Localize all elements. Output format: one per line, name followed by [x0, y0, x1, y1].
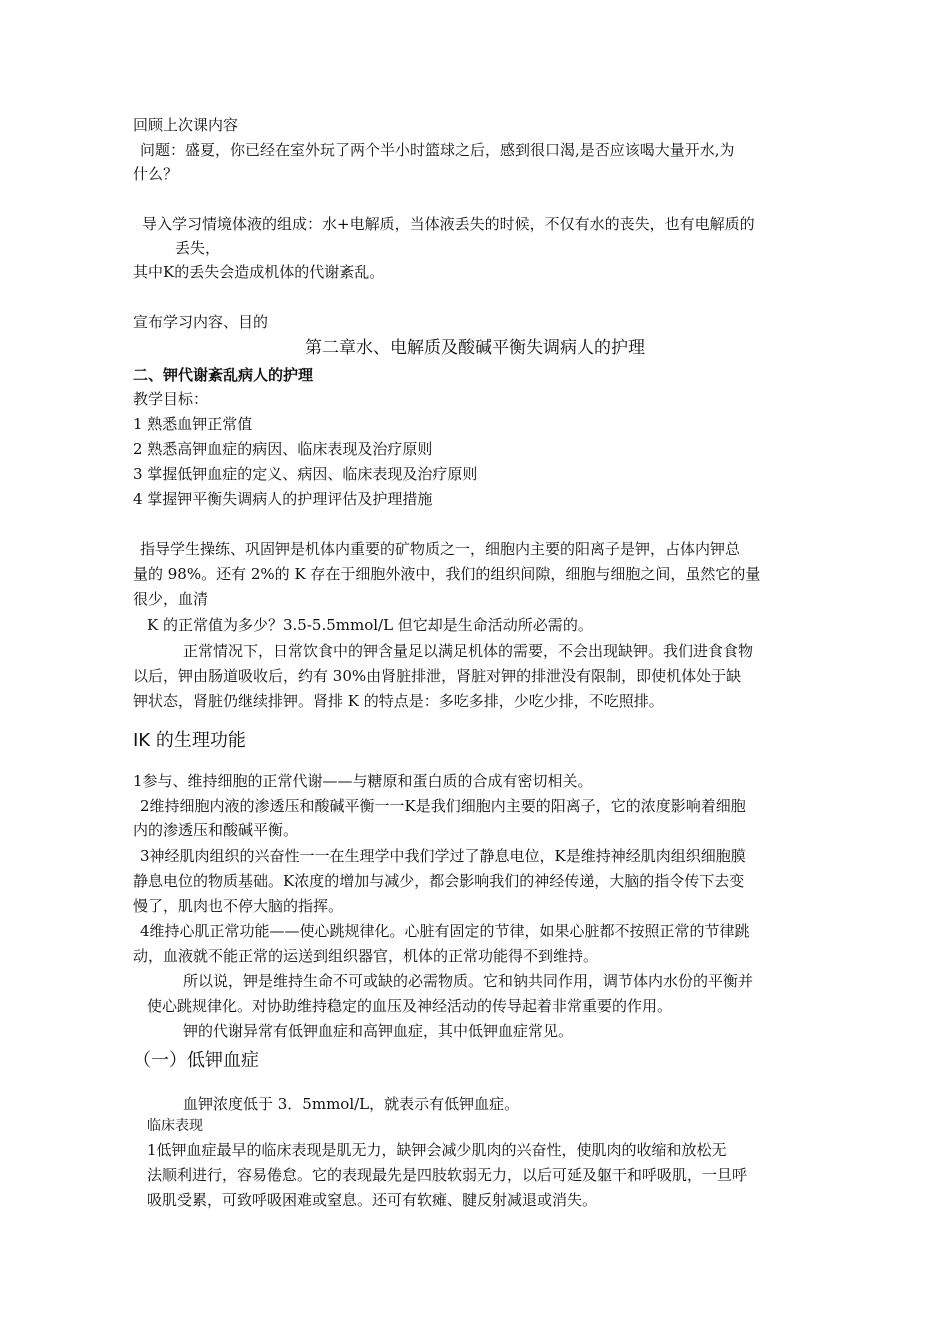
- objectives-label: 教学目标：: [133, 390, 209, 408]
- function-item-3-line-3: 慢了，肌肉也不停大脑的指挥。: [133, 897, 344, 915]
- function-item-2-line-2: 内的渗透压和酸碱平衡。: [133, 821, 299, 839]
- normal-line-1: 正常情况下，日常饮食中的钾含量足以满足机体的需要，不会出现缺钾。我们进食食物: [183, 642, 754, 660]
- hypokalemia-definition: 血钾浓度低于 3．5mmol/L，就表示有低钾血症。: [183, 1095, 520, 1113]
- intro-line-3: 其中K的丢失会造成机体的代谢紊乱。: [133, 263, 385, 281]
- function-heading: IK 的生理功能: [133, 730, 246, 751]
- review-heading: 回顾上次课内容: [133, 116, 239, 134]
- section-title: 二、钾代谢紊乱病人的护理: [133, 366, 314, 384]
- question-line-1: 问题：盛夏，你已经在室外玩了两个半小时篮球之后，感到很口渴,是否应该喝大量开水,为: [140, 141, 735, 159]
- guide-line-2: 量的 98%。还有 2%的 K 存在于细胞外液中，我们的组织间隙，细胞与细胞之间，虽然它的量: [133, 565, 761, 583]
- clinical-line-3: 吸肌受累，可致呼吸困难或窒息。还可有软瘫、腱反射减退或消失。: [147, 1191, 598, 1209]
- summary-line-1: 所以说，钾是维持生命不可或缺的必需物质。它和钠共同作用，调节体内水份的平衡并: [183, 972, 754, 990]
- function-item-4-line-1: 4维持心肌正常功能——使心跳规律化。心脏有固定的节律，如果心脏都不按照正常的节律跳: [140, 922, 750, 940]
- normal-line-3: 钾状态，肾脏仍继续排钾。肾排 K 的特点是：多吃多排，少吃少排，不吃照排。: [133, 692, 664, 710]
- summary-line-2: 使心跳规律化。对协助维持稳定的血压及神经活动的传导起着非常重要的作用。: [147, 997, 673, 1015]
- function-item-3-line-1: 3神经肌肉组织的兴奋性一一在生理学中我们学过了静息电位，K是维持神经肌肉组织细胞膜: [140, 847, 746, 865]
- function-item-3-line-2: 静息电位的物质基础。K浓度的增加与减少，都会影响我们的神经传递，大脑的指令传下去变: [133, 872, 745, 890]
- hypokalemia-heading: （一）低钾血症: [133, 1050, 259, 1071]
- function-item-4-line-2: 动，血液就不能正常的运送到组织器官，机体的正常功能得不到维持。: [133, 947, 599, 965]
- chapter-title: 第二章水、电解质及酸碱平衡失调病人的护理: [305, 338, 645, 358]
- normal-line-2: 以后，钾由肠道吸收后，约有 30%由肾脏排泄，肾脏对钾的排泄没有限制，即使机体处于缺: [133, 667, 742, 685]
- guide-line-3: 很少，血清: [133, 590, 209, 608]
- clinical-line-2: 法顺利进行，容易倦怠。它的表现最先是四肢软弱无力，以后可延及躯干和呼吸肌，一旦呼: [147, 1166, 748, 1184]
- abnormal-line: 钾的代谢异常有低钾血症和高钾血症，其中低钾血症常见。: [183, 1022, 574, 1040]
- question-line-2: 什么？: [133, 165, 179, 183]
- list-item: 3 掌握低钾血症的定义、病因、临床表现及治疗原则: [133, 465, 478, 483]
- clinical-line-1: 1低钾血症最早的临床表现是肌无力，缺钾会减少肌肉的兴奋性，使肌肉的收缩和放松无: [147, 1141, 727, 1159]
- list-item: 4 掌握钾平衡失调病人的护理评估及护理措施: [133, 490, 433, 508]
- list-item: 1 熟悉血钾正常值: [133, 415, 253, 433]
- intro-line-2: 丢失，: [175, 239, 221, 257]
- function-item-1: 1参与、维持细胞的正常代谢——与糖原和蛋白质的合成有密切相关。: [133, 772, 593, 790]
- clinical-label: 临床表现: [147, 1118, 203, 1134]
- guide-line-1: 指导学生操练、巩固钾是机体内重要的矿物质之一，细胞内主要的阳离子是钾，占体内钾总: [140, 540, 741, 558]
- list-item: 2 熟悉高钾血症的病因、临床表现及治疗原则: [133, 440, 433, 458]
- announce-line: 宣布学习内容、目的: [133, 313, 269, 331]
- guide-line-4: K 的正常值为多少？3.5-5.5mmol/L 但它却是生命活动所必需的。: [147, 616, 593, 634]
- intro-line-1: 导入学习情境体液的组成：水+电解质，当体液丢失的时候，不仅有水的丧失，也有电解质的: [142, 215, 755, 233]
- function-item-2-line-1: 2维持细胞内液的渗透压和酸碱平衡一一K是我们细胞内主要的阳离子，它的浓度影响着细胞: [140, 797, 746, 815]
